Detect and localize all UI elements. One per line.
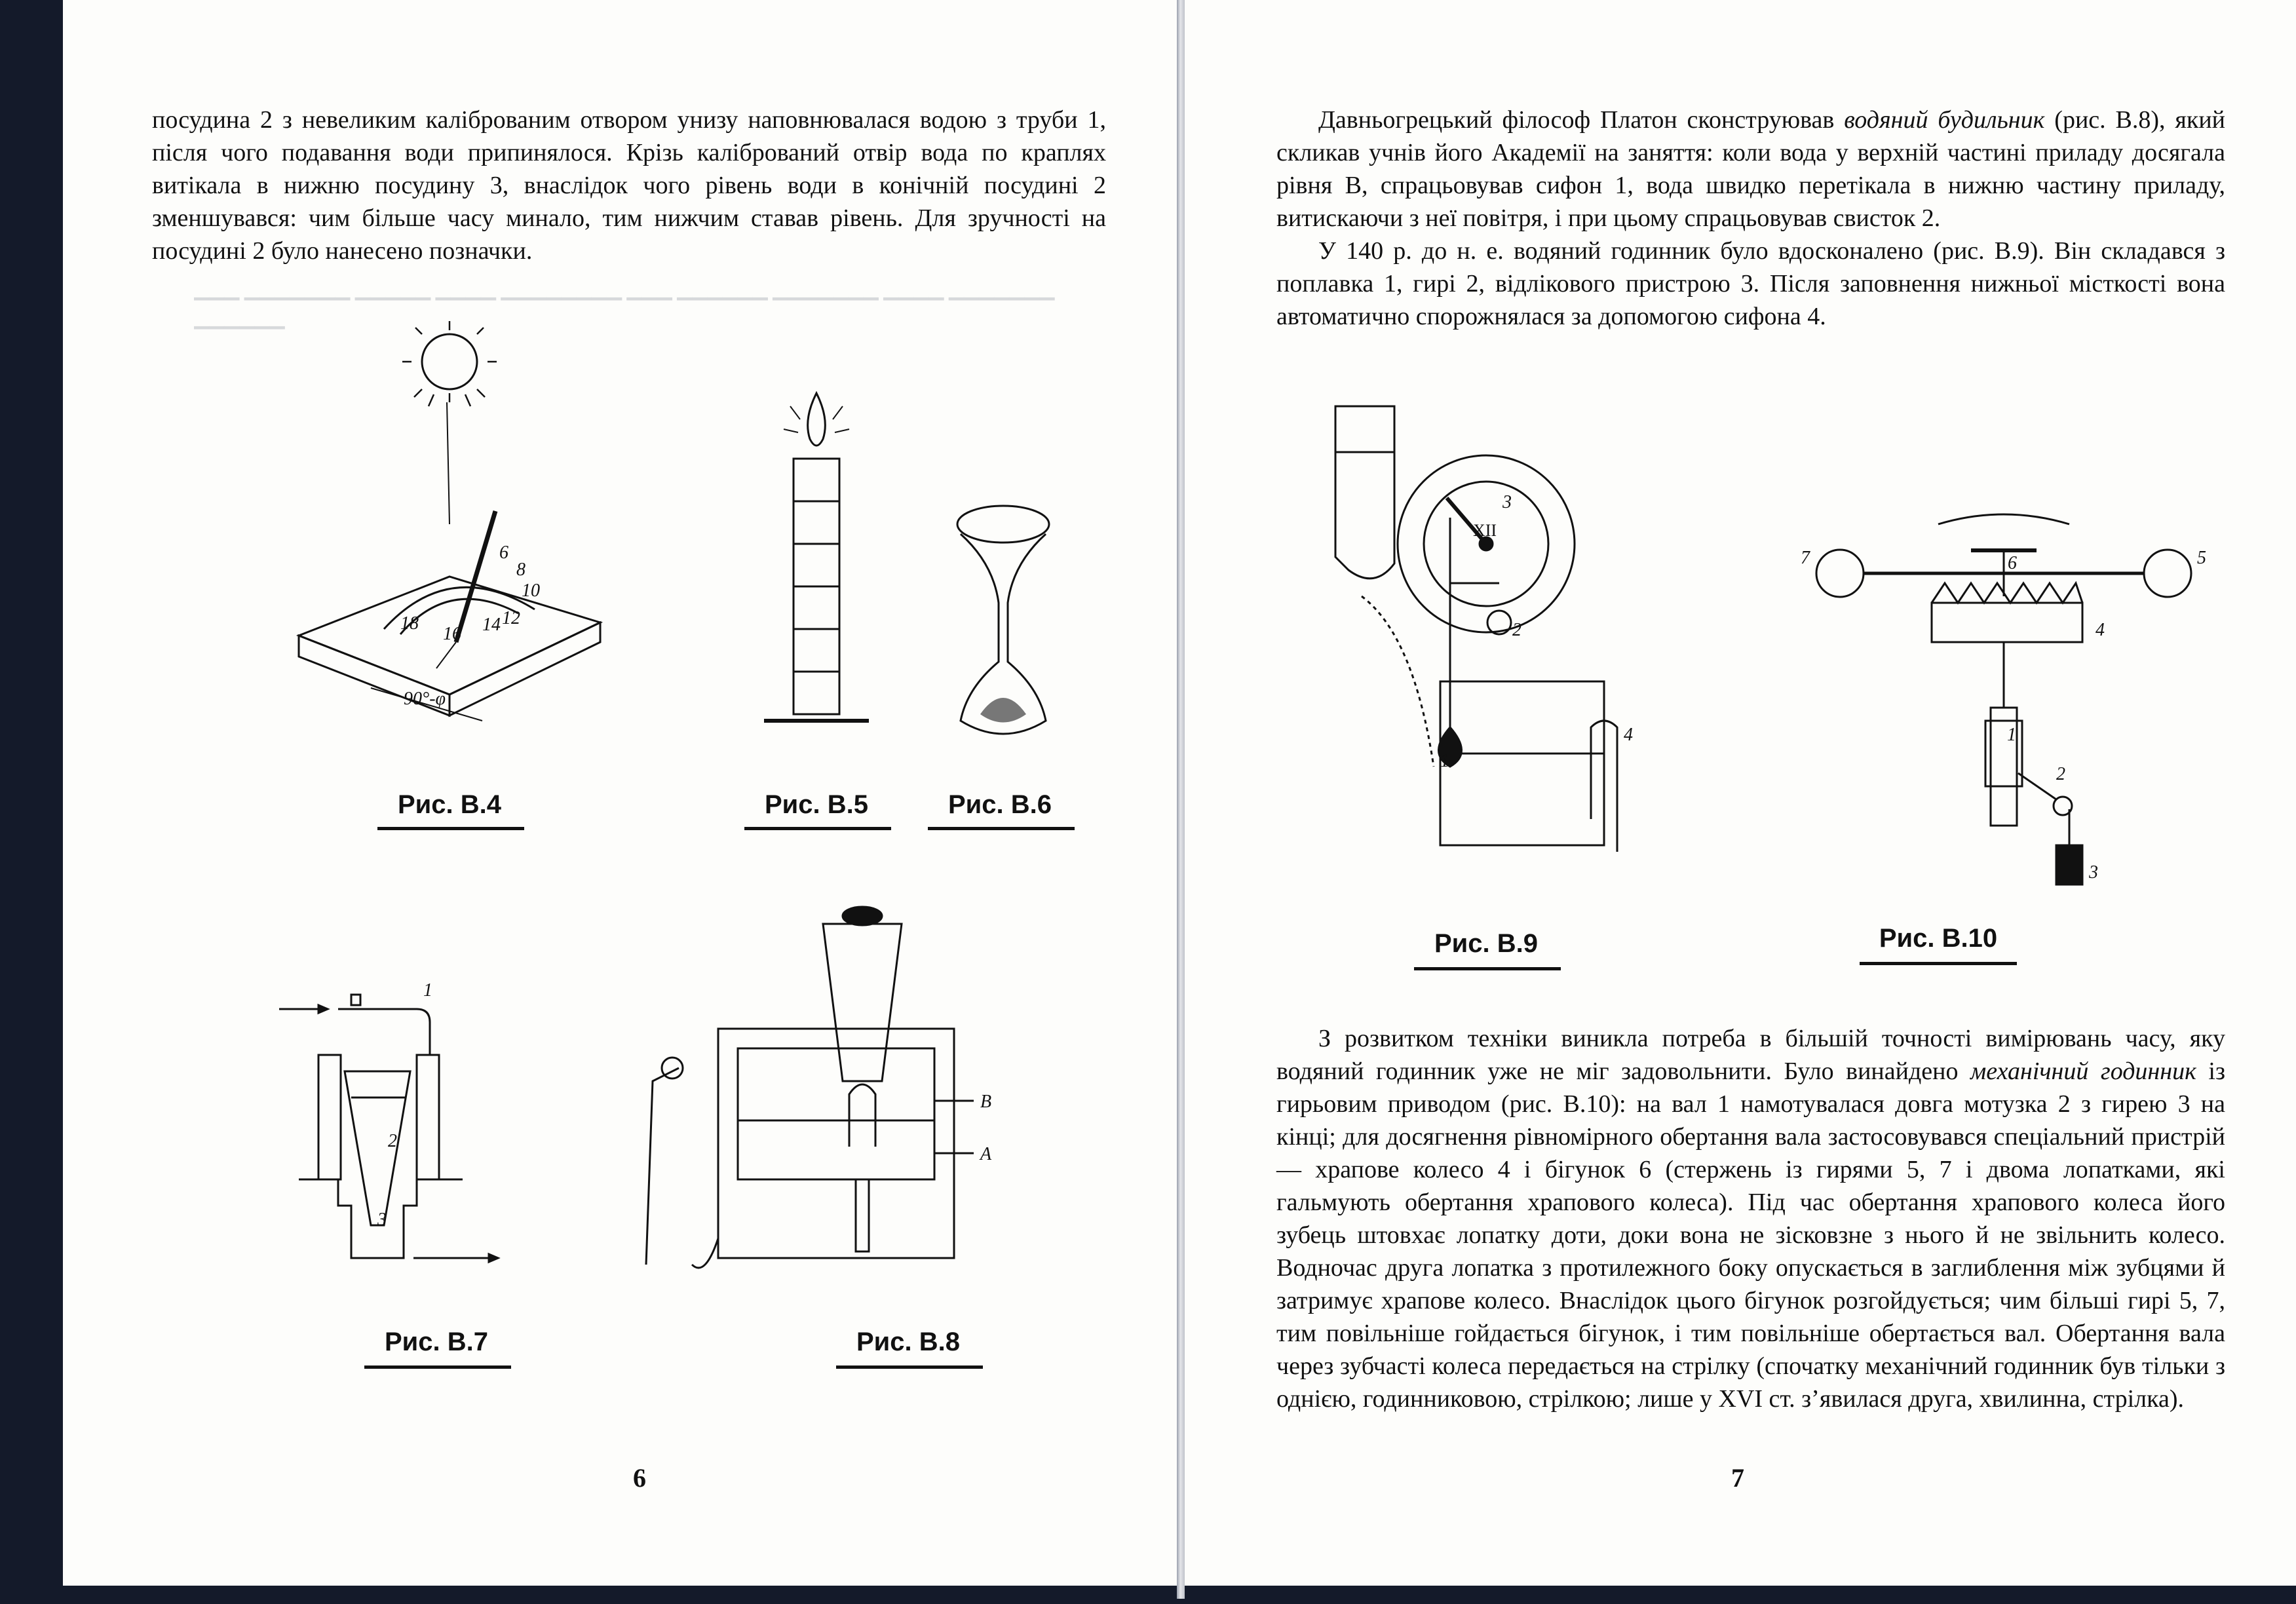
caption-underline [836,1365,983,1369]
caption-fig-b10: Рис. В.10 [1879,924,1998,953]
bleed-through-text: ▁▁▁ ▁▁▁▁▁▁▁ ▁▁▁▁▁ ▁▁▁▁ ▁▁▁▁▁▁▁▁ ▁▁▁ ▁▁▁▁▁▁ ▁▁▁▁▁▁▁ ▁▁▁▁ ▁▁▁▁▁▁▁ ▁▁▁▁▁▁ [194,278,1055,329]
svg-text:6: 6 [499,543,508,563]
svg-text:18: 18 [400,613,419,634]
caption-underline [377,827,524,830]
caption-underline [1414,967,1561,970]
top-paragraph: посудина 2 з невеликим каліброваним отвором унизу наповнювалася водою з труби 1, після чого подавання води припинялося. Крізь калібрований отвір вода по краплях витікала в нижню посудину 3, внаслідок чого рівень води в конічній посудині 2 зменшувався: чим більше часу минало, тим нижчим ставав рівень. Для зручності на посудині 2 було нанесено позначки. [152,106,1106,265]
figure-clepsydra [259,980,626,1291]
page-number-left: 6 [633,1463,646,1493]
svg-text:10: 10 [522,581,540,601]
figure-candle [764,393,869,747]
svg-text:90°-φ: 90°-φ [404,689,446,709]
svg-text:XII: XII [1473,521,1497,540]
svg-text:1: 1 [1440,751,1449,771]
caption-underline [364,1365,511,1369]
caption-fig-b7: Рис. В.7 [385,1327,488,1356]
svg-text:4: 4 [2095,620,2105,640]
svg-text:3: 3 [377,1210,387,1230]
svg-text:2: 2 [2056,764,2065,784]
svg-text:2: 2 [1512,620,1521,640]
svg-text:8: 8 [516,560,526,580]
svg-text:2: 2 [388,1131,397,1151]
svg-text:1: 1 [423,980,432,1001]
caption-underline [744,827,891,830]
left-page [63,0,1177,1586]
figure-sundial [286,321,626,754]
caption-fig-b4: Рис. В.4 [398,790,501,819]
caption-fig-b6: Рис. В.6 [948,790,1052,819]
figure-hourglass [947,505,1059,754]
caption-underline [928,827,1075,830]
figure-water-alarm [666,898,1072,1291]
paragraph-mechanical-clock: З розвитком техніки виникла потреба в більшій точності вимірювань часу, яку водяний годинник уже не міг задовольнити. Було винайдено механічний годинник із гирьовим приводом (рис. В.10): на вал 1 намотувалася довга мотузка 2 з гирею 3 на кінці; для досягнення рівномірного обертання вала застосовувався спеціальний пристрій — храпове колесо 4 і бігунок 6 (стержень із гирями 5, 7 і двома лопатками, які гальмують обертання храпового колеса). Під час обертання храпового колеса його зубець штовхає лопатку доти, доки вона не зісковзне з нього й не звільнить колесо. Водночас друга лопатка з протилежного боку опускається в заглиблення між зубцями й затримує храпове колесо. Внаслідок цього бігунок розгойдується; чим більші гирі 5, 7, тим повільніше гойдається бігунок, і тим повільніше обертається вал. Обертання вала через зубчасті колеса передається на стрілку (спочатку механічний годинник був тільки з однією, годинниковою, стрілкою; лише у XVI ст. з’явилася друга, хвилинна, стрілка). [1276,1025,2225,1413]
svg-text:4: 4 [1624,725,1633,745]
svg-text:12: 12 [502,608,520,628]
svg-text:А: А [980,1144,992,1164]
svg-text:5: 5 [2197,548,2206,568]
svg-text:3: 3 [1502,492,1512,512]
svg-text:1: 1 [2007,725,2016,745]
svg-text:В: В [980,1092,992,1112]
caption-fig-b5: Рис. В.5 [765,790,868,819]
figure-mechanical-clock [1774,511,2220,904]
svg-text:7: 7 [1801,548,1810,568]
figure-water-clock [1335,400,1742,898]
svg-text:16: 16 [443,624,461,644]
book-spine [1177,0,1185,1599]
svg-text:3: 3 [2089,862,2098,883]
caption-fig-b8: Рис. В.8 [856,1327,960,1356]
page-number-right: 7 [1731,1463,1744,1493]
right-page [1185,0,2296,1586]
caption-underline [1860,962,2017,965]
svg-text:14: 14 [482,615,501,635]
paragraph-plato: Давньогрецький філософ Платон сконструював водяний будильник (рис. В.8), який скликав учнів його Академії на заняття: коли вода у верхній частині приладу досягала рівня В, спрацьовував сифон 1, вода швидко перетікала в нижню частину приладу, витискаючи з неї повітря, і при цьому спрацьовував свисток 2. У 140 р. до н. е. водяний годинник було вдосконалено (рис. В.9). Він складався з поплавка 1, гирі 2, відлікового пристрою 3. Після заповнення нижньої місткості вона автоматично спорожнялася за допомогою сифона 4. [1276,106,2226,330]
caption-fig-b9: Рис. В.9 [1434,929,1538,958]
svg-text:6: 6 [2008,553,2017,573]
